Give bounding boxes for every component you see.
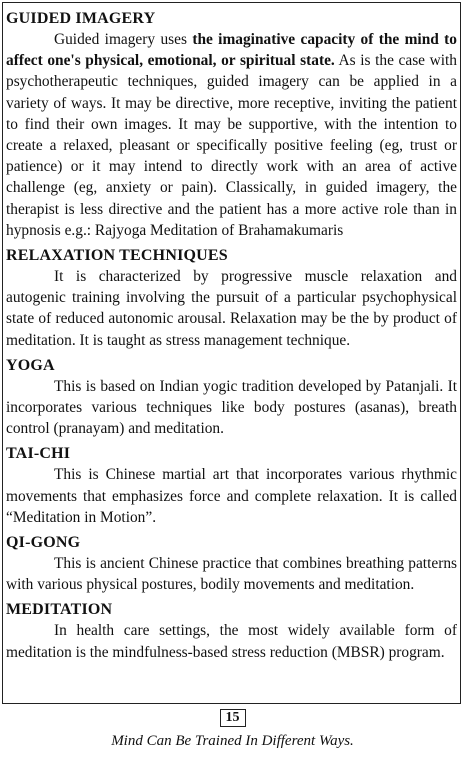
- heading-meditation: MEDITATION: [6, 601, 113, 619]
- heading-guided-imagery: GUIDED IMAGERY: [6, 10, 156, 27]
- section-relaxation: [6, 245, 457, 351]
- paragraph-meditation: In health care settings, the most widely available form of meditation is the mindfulness-based stress reduction (MBSR) program.: [6, 622, 457, 661]
- footer-tagline: Mind Can Be Trained In Different Ways.: [111, 733, 354, 749]
- paragraph-relaxation: It is characterized by progressive muscle relaxation and autogenic training involving the pursuit of a particular psychophysical state of reduced autonomic arousal. Relaxation may be the by product of meditation. It is taught as stress management technique.: [6, 268, 457, 349]
- guided-imagery-intro: Guided imagery uses: [54, 31, 193, 48]
- guided-imagery-rest: As is the case with psychotherapeutic techniques, guided imagery can be applied in a variety of ways. It may be directive, more receptive, inviting the patient to find their own images. It may be supportive, with the intention to create a relaxed, pleasant or specifically positive feeling (eg, trust or patience) or it may intend to directly work with an area of active challenge (eg, anxiety or pain). Classically, in guided imagery, the therapist is less directive and the patient has a more active role than in hypnosis e.g.: Rajyoga Meditation of Brahamakumaris: [6, 52, 457, 239]
- guided-imagery-bold: the imaginative capacity of the mind to affect one's physical, emotional, or spiritual state.: [6, 31, 457, 70]
- paragraph-yoga: This is based on Indian yogic tradition developed by Patanjali. It incorporates various techniques like body postures (asanas), breath control (pranayam) and meditation.: [6, 377, 457, 438]
- section-qi-gong: [6, 532, 457, 595]
- heading-qi-gong: QI-GONG: [6, 534, 81, 552]
- heading-tai-chi: TAI-CHI: [6, 445, 71, 463]
- page-number: 15: [220, 709, 246, 727]
- paragraph-qi-gong: This is ancient Chinese practice that combines breathing patterns with various physical postures, bodily movements and meditation.: [6, 555, 457, 594]
- page-frame: [2, 2, 461, 704]
- section-guided-imagery: [6, 8, 457, 241]
- paragraph-tai-chi: This is Chinese martial art that incorporates various rhythmic movements that emphasizes force and complete relaxation. It is called “Meditation in Motion”.: [6, 466, 457, 526]
- heading-relaxation: RELAXATION TECHNIQUES: [6, 247, 228, 265]
- section-meditation: [6, 599, 457, 662]
- section-yoga: [6, 355, 457, 440]
- heading-yoga: YOGA: [6, 356, 55, 374]
- section-tai-chi: [6, 443, 457, 528]
- paragraph-guided-imagery: [6, 29, 457, 241]
- page-footer: [0, 708, 465, 751]
